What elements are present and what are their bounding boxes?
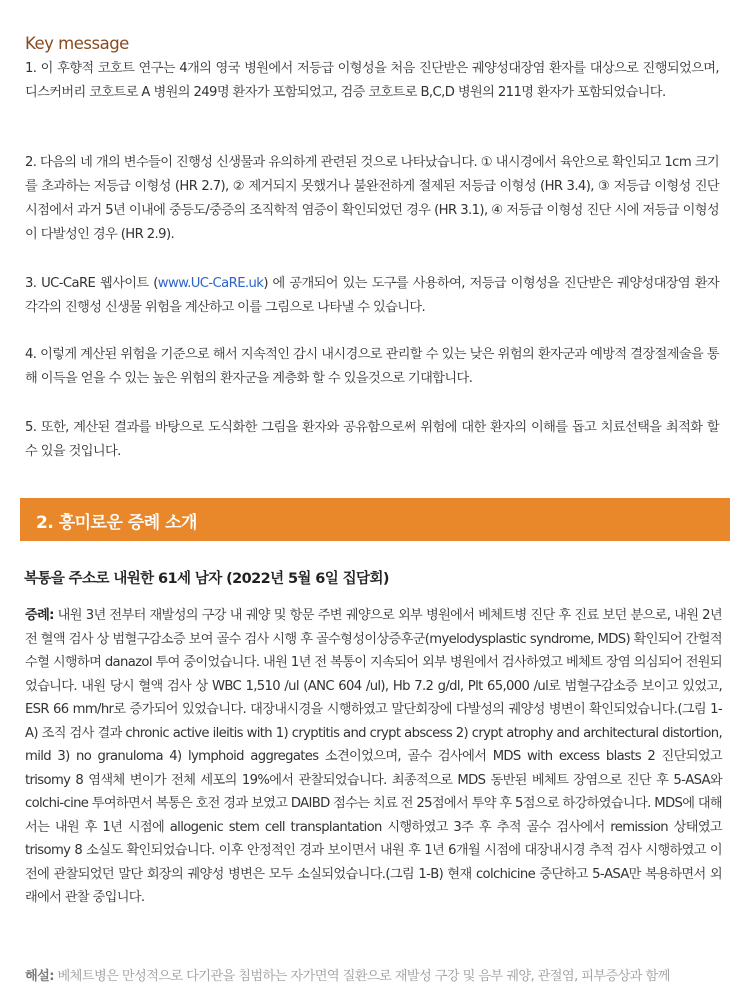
key-point-1: 1. 이 후향적 코호트 연구는 4개의 영국 병원에서 저등급 이형성을 처음 진단받은 궤양성대장염 환자를 대상으로 진행되었으며, 디스커버리 코호트로 A 병원의 249명 환자가 포함되었고, 검증 코호트로 B,C,D 병원의 211명 환자가 포함되었습니다. bbox=[25, 61, 719, 100]
key-point-4: 4. 이렇게 계산된 위험을 기준으로 해서 지속적인 감시 내시경으로 관리할 수 있는 낮은 위험의 환자군과 예방적 결장절제술을 통해 이득을 얻을 수 있는 높은 위험의 환자군을 계층화 할 수 있을것으로 기대합니다. bbox=[25, 347, 719, 386]
case-title: 복통을 주소로 내원한 61세 남자 (2022년 5월 6일 집담회) bbox=[24, 571, 389, 587]
case-body bbox=[25, 604, 722, 910]
section-title: 2. 흥미로운 증례 소개 bbox=[36, 513, 197, 533]
interpretation-text: 베체트병은 만성적으로 다기관을 침범하는 자가면역 질환으로 재발성 구강 및 음부 궤양, 관절염, 피부증상과 함께 bbox=[53, 969, 670, 984]
interpretation bbox=[25, 965, 745, 988]
key-point-2: 2. 다음의 네 개의 변수들이 진행성 신생물과 유의하게 관련된 것으로 나타났습니다. ① 내시경에서 육안으로 확인되고 1cm 크기를 초과하는 저등급 이형성 (HR 2.7), ② 제거되지 못했거나 불완전하게 절제된 저등급 이형성 (HR 3.4), ③ 저등급 이형성 진단 시점에서 과거 5년 이내에 중등도/중증의 조직학적 염증이 확인되었던 경우 (HR 3.1), ④ 저등급 이형성 진단 시에 저등급 이형성이 다발성인 경우 (HR 2.9). bbox=[25, 155, 719, 242]
key-message-heading: Key message bbox=[25, 34, 129, 53]
key-point-3-text-b: ) 에 공개되어 있는 도구를 사용하여, 저등급 이형성을 진단받은 궤양성대장염 환자 각각의 진행성 신생물 위험을 계산하고 이를 그림으로 나타낼 수 있습니다. bbox=[25, 276, 719, 315]
key-point-3-text-a: 3. UC-CaRE 웹사이트 ( bbox=[25, 276, 158, 291]
section-header-bar bbox=[20, 498, 730, 541]
case-label: 증례: bbox=[25, 608, 54, 623]
case-text: 내원 3년 전부터 재발성의 구강 내 궤양 및 항문 주변 궤양으로 외부 병원에서 베체트병 진단 후 진료 보던 분으로, 내원 2년 전 혈액 검사 상 범혈구감소증 보여 골수 검사 시행 후 골수형성이상증후군(myelodysplastic syndrome, MDS) 확인되어 간헐적 수혈 시행하며 danazol 투여 중이었습니다. 내원 1년 전 복통이 지속되어 외부 병원에서 검사하였고 베체트 장염 의심되어 전원되었습니다. 내원 당시 혈액 검사 상 WBC 1,510 /ul (ANC 604 /ul), Hb 7.2 g/dl, Plt 65,000 /ul로 범혈구감소증 보이고 있었고, ESR 66 mm/hr로 증가되어 있었습니다. 대장내시경을 시행하였고 말단회장에 다발성의 궤양성 병변이 확인되었습니다.(그림 1-A) 조직 검사 결과 chronic active ileitis with 1) cryptitis and crypt abscess 2) crypt atrophy and architectural distortion, mild 3) no granuloma 4) lymphoid aggregates 소견이었으며, 골수 검사에서 MDS with excess blasts 2 진단되었고 trisomy 8 염색체 변이가 전체 세포의 19%에서 관찰되었습니다. 최종적으로 MDS 동반된 베체트 장염으로 진단 후 5-ASA와 colchi-cine 투여하면서 복통은 호전 경과 보였고 DAIBD 점수는 치료 전 25점에서 투약 후 5점으로 하강하였습니다. MDS에 대해서는 내원 후 1년 시점에 allogenic stem cell transplantation 시행하였고 3주 후 추적 골수 검사에서 remission 상태였고 trisomy 8 소실도 확인되었습니다. 이후 안정적인 경과 보이면서 내원 후 1년 6개월 시점에 대장내시경 추적 검사 시행하였고 이전에 관찰되었던 말단 회장의 궤양성 병변은 모두 소실되었습니다.(그림 1-B) 현재 colchicine 중단하고 5-ASA만 복용하면서 외래에서 관찰 중입니다. bbox=[25, 608, 722, 905]
key-point-3 bbox=[25, 272, 719, 320]
uc-care-link[interactable]: www.UC-CaRE.uk bbox=[157, 276, 264, 291]
key-point-5: 5. 또한, 계산된 결과를 바탕으로 도식화한 그림을 환자와 공유함으로써 위험에 대한 환자의 이해를 돕고 치료선택을 최적화 할 수 있을 것입니다. bbox=[25, 420, 719, 459]
interpretation-label: 해설: bbox=[25, 969, 54, 984]
